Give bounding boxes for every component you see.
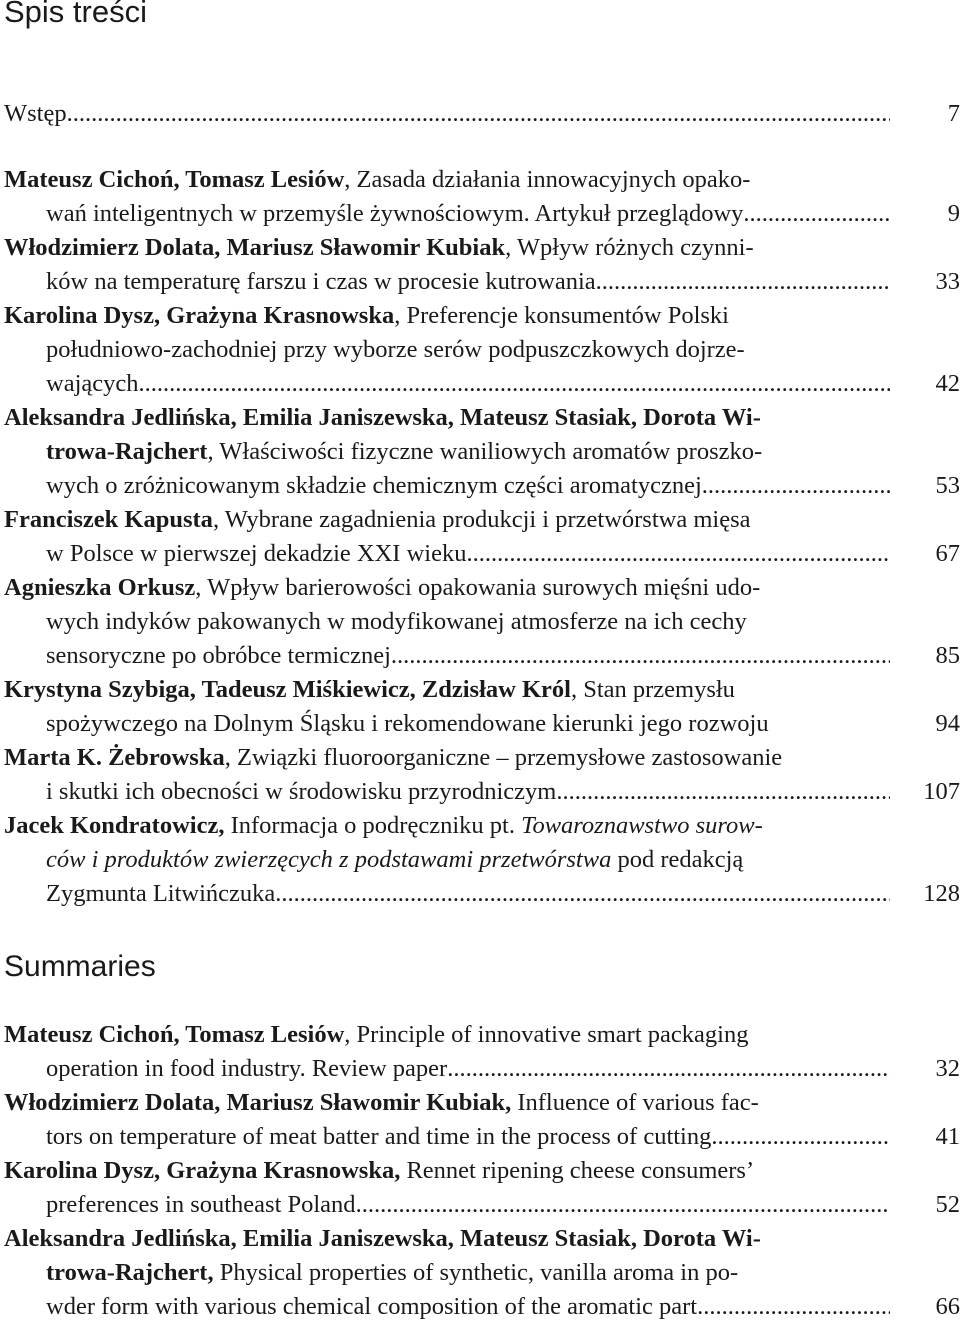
summary-entry-title: , Principle of innovative smart packaging: [344, 1021, 749, 1048]
summary-entry[interactable]: [0, 1018, 960, 1086]
toc-entry-title: , Właściwości fizyczne waniliowych aromatów proszko-: [207, 438, 763, 465]
dot-leader: [743, 197, 890, 231]
toc-entry-title: , Preferencje konsumentów Polski: [394, 302, 729, 329]
spacer: [0, 131, 960, 163]
section-title: Summaries: [4, 950, 156, 983]
page-number: 67: [935, 540, 960, 567]
page-number: 42: [935, 370, 960, 397]
toc-entry[interactable]: [0, 741, 960, 809]
summary-entry-authors: Aleksandra Jedlińska, Emilia Janiszewska, Mateusz Stasiak, Dorota Wi-: [4, 1225, 761, 1252]
summary-entry-title-cont: tors on temperature of meat batter and time in the process of cutting: [46, 1123, 712, 1150]
toc-entry-authors: Włodzimierz Dolata, Mariusz Sławomir Kubiak: [4, 234, 506, 261]
toc-entry[interactable]: [0, 299, 960, 401]
toc-entry-authors: Franciszek Kapusta: [4, 506, 213, 533]
toc-entry-title: Wstęp: [4, 100, 67, 127]
page-title: Spis treści: [4, 0, 147, 29]
toc-entry-authors: Jacek Kondratowicz,: [4, 812, 225, 839]
toc-entry[interactable]: [0, 673, 960, 741]
toc-entry-title-cont: Zygmunta Litwińczuka: [46, 880, 276, 907]
dot-leader: [391, 639, 890, 673]
toc-entry-authors: Karolina Dysz, Grażyna Krasnowska: [4, 302, 395, 329]
toc-entry-authors: Agnieszka Orkusz: [4, 574, 196, 601]
toc-entry[interactable]: [0, 809, 960, 911]
dot-leader: [356, 1188, 890, 1222]
summary-entry[interactable]: [0, 1222, 960, 1324]
toc-entry-title: , Stan przemysłu: [570, 676, 735, 703]
toc-entry-title-cont: spożywczego na Dolnym Śląsku i rekomendowane kierunki jego rozwoju: [46, 710, 769, 737]
summary-entry-title: Physical properties of synthetic, vanilla aroma in po-: [213, 1259, 739, 1286]
page-number: 33: [935, 268, 960, 295]
toc-entry-authors: Krystyna Szybiga, Tadeusz Miśkiewicz, Zdzisław Król: [4, 676, 571, 703]
summary-entry-title-cont: preferences in southeast Poland: [46, 1191, 356, 1218]
toc-entry-title-italic: Towaroznawstwo surow-: [521, 812, 763, 839]
toc-entry-title-cont: wań inteligentnych w przemyśle żywnościowym. Artykuł przeglądowy: [46, 200, 744, 227]
page-number: 32: [935, 1055, 960, 1082]
dot-leader: [697, 1290, 890, 1324]
toc-entry[interactable]: [0, 503, 960, 571]
toc-entry[interactable]: [0, 401, 960, 503]
toc-entry-authors: Mateusz Cichoń, Tomasz Lesiów: [4, 166, 345, 193]
summary-entry-authors-cont: trowa-Rajchert,: [46, 1259, 214, 1286]
toc-entry-title-italic: ców i produktów zwierzęcych z podstawami przetwórstwa: [46, 846, 612, 873]
page-number: 94: [935, 710, 960, 737]
page-number: 9: [947, 200, 960, 227]
summaries-list: [0, 1018, 960, 1324]
toc-entry-title: Informacja o podręczniku pt.: [224, 812, 522, 839]
toc-entry[interactable]: [0, 231, 960, 299]
toc-list: [0, 97, 960, 911]
page-number: 7: [947, 100, 960, 127]
toc-entry-title-cont: wych indyków pakowanych w modyfikowanej atmosferze na ich cechy: [46, 608, 747, 635]
toc-entry-title-cont: i skutki ich obecności w środowisku przyrodniczym: [46, 778, 557, 805]
toc-entry-title: , Wpływ różnych czynni-: [505, 234, 754, 261]
dot-leader: [139, 367, 891, 401]
toc-entry-intro[interactable]: [0, 97, 960, 131]
toc-entry-authors: Marta K. Żebrowska: [4, 744, 225, 771]
page-number: 53: [935, 472, 960, 499]
dot-leader: [556, 775, 890, 809]
summary-entry-authors: Karolina Dysz, Grażyna Krasnowska,: [4, 1157, 401, 1184]
dot-leader: [275, 877, 890, 911]
summary-entry-title: Influence of various fac-: [511, 1089, 759, 1116]
toc-entry[interactable]: [0, 571, 960, 673]
summary-entry-title: Rennet ripening cheese consumers’: [400, 1157, 755, 1184]
dot-leader: [447, 1052, 890, 1086]
dot-leader: [702, 469, 890, 503]
summary-entry-title-cont: operation in food industry. Review paper: [46, 1055, 448, 1082]
toc-entry-title-cont: ków na temperaturę farszu i czas w procesie kutrowania: [46, 268, 596, 295]
toc-entry-title: , Wybrane zagadnienia produkcji i przetwórstwa mięsa: [212, 506, 751, 533]
toc-entry-title-cont: sensoryczne po obróbce termicznej: [46, 642, 391, 669]
summary-entry[interactable]: [0, 1086, 960, 1154]
toc-entry-title-cont: południowo-zachodniej przy wyborze serów podpuszczkowych dojrze-: [46, 336, 745, 363]
toc-entry-title: , Związki fluoroorganiczne – przemysłowe zastosowanie: [224, 744, 783, 771]
toc-entry-title: , Wpływ barierowości opakowania surowych mięśni udo-: [195, 574, 761, 601]
page-number: 41: [935, 1123, 960, 1150]
dot-leader: [711, 1120, 890, 1154]
dot-leader: [466, 537, 890, 571]
toc-entry-title-cont: w Polsce w pierwszej dekadzie XXI wieku: [46, 540, 467, 567]
page-number: 107: [923, 778, 960, 805]
dot-leader: [67, 97, 890, 131]
toc-entry-authors-cont: trowa-Rajchert: [46, 438, 208, 465]
page-number: 52: [935, 1191, 960, 1218]
summary-entry[interactable]: [0, 1154, 960, 1222]
toc-entry-title-cont: wych o zróżnicowanym składzie chemicznym części aromatycznej: [46, 472, 702, 499]
page-number: 66: [935, 1293, 960, 1320]
summary-entry-title-cont: wder form with various chemical composition of the aromatic part: [46, 1293, 698, 1320]
toc-entry-title-cont: pod redakcją: [611, 846, 744, 873]
page-number: 128: [923, 880, 960, 907]
page-number: 85: [935, 642, 960, 669]
toc-entry-title: , Zasada działania innowacyjnych opako-: [344, 166, 751, 193]
summary-entry-authors: Włodzimierz Dolata, Mariusz Sławomir Kubiak,: [4, 1089, 512, 1116]
toc-entry-authors: Aleksandra Jedlińska, Emilia Janiszewska, Mateusz Stasiak, Dorota Wi-: [4, 404, 761, 431]
dot-leader: [596, 265, 890, 299]
toc-entry-title-cont: wających: [46, 370, 139, 397]
toc-entry[interactable]: [0, 163, 960, 231]
summary-entry-authors: Mateusz Cichoń, Tomasz Lesiów: [4, 1021, 345, 1048]
